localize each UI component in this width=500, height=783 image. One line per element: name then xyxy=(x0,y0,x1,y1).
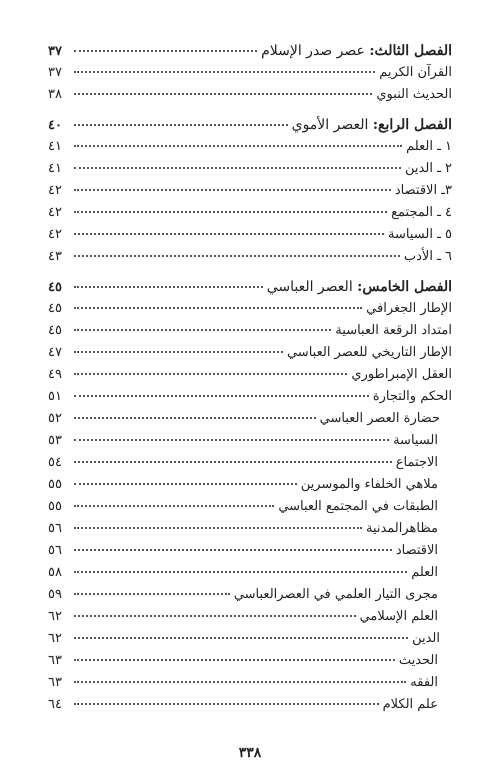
dot-leader xyxy=(74,637,408,639)
toc-entry-title: الحكم والتجارة xyxy=(372,389,452,404)
toc-entry-page-number: ٦٣ xyxy=(48,653,62,668)
chapter-name: العصر العباسي xyxy=(266,279,353,295)
dot-leader xyxy=(74,395,369,397)
toc-entry-page-number: ٥١ xyxy=(48,389,62,404)
toc-entry-title: ١ ـ العلم xyxy=(406,139,452,154)
toc-entry-title: الاجتماع xyxy=(395,455,438,470)
dot-leader xyxy=(74,703,379,705)
toc-entry-page-number: ٤٢ xyxy=(48,205,62,220)
toc-entry-title: الفقه xyxy=(410,675,438,690)
chapter-heading-row xyxy=(48,276,452,298)
toc-entry-row xyxy=(48,584,452,606)
dot-leader xyxy=(74,233,384,235)
toc-entry-title: الدين xyxy=(412,631,440,646)
toc-entry-page-number: ٤٥ xyxy=(48,301,62,316)
toc-entry-title: حضارة العصر العباسي xyxy=(319,411,440,426)
toc-entry-title: علم الكلام xyxy=(382,697,438,712)
dot-leader xyxy=(74,189,391,191)
toc-entry-title: الطبقات في المجتمع العباسي xyxy=(278,499,438,514)
dot-leader xyxy=(74,549,392,551)
toc-entry-row xyxy=(48,136,452,158)
toc-entry-row xyxy=(48,158,452,180)
toc-entry-row xyxy=(48,320,452,342)
page-number: ٣٣٨ xyxy=(238,745,262,761)
toc-entry-page-number: ٤٢ xyxy=(48,227,62,242)
toc-entry-title: العلم الإسلامي xyxy=(359,609,438,624)
dot-leader xyxy=(74,71,375,73)
chapter-heading-row xyxy=(48,40,452,62)
toc-entry-row xyxy=(48,540,452,562)
toc-entry-title: السياسة xyxy=(393,433,438,448)
toc-entry-title: ٦ ـ الأدب xyxy=(403,249,452,264)
dot-leader xyxy=(74,527,362,529)
chapter-heading-title xyxy=(292,114,452,136)
toc-entry-title: ٣ـ الاقتصاد xyxy=(394,183,452,198)
toc-entry-page-number: ٤٣ xyxy=(48,249,62,264)
dot-leader xyxy=(74,615,356,617)
toc-entry-title: مظاهرالمدنية xyxy=(365,521,438,536)
toc-entry-row xyxy=(48,408,452,430)
dot-leader xyxy=(74,659,395,661)
toc-entry-row xyxy=(48,496,452,518)
toc-entry-title: الحديث xyxy=(398,653,438,668)
chapter-heading-title xyxy=(261,40,452,62)
dot-leader xyxy=(74,329,331,331)
toc-entry-row xyxy=(48,650,452,672)
dot-leader xyxy=(74,145,402,147)
dot-leader xyxy=(74,167,401,169)
toc-entry-title: ملاهي الخلفاء والموسرين xyxy=(300,477,438,492)
toc-entry-page-number: ٤١ xyxy=(48,139,62,154)
toc-entry-page-number: ٤١ xyxy=(48,161,62,176)
toc-entry-row xyxy=(48,364,452,386)
toc-entry-page-number: ٥٢ xyxy=(48,411,62,426)
toc-section xyxy=(48,114,452,268)
toc-entry-page-number: ٥٥ xyxy=(48,477,62,492)
toc-entry-page-number: ٥٦ xyxy=(48,543,62,558)
dot-leader xyxy=(74,50,257,52)
chapter-page-number: ٤٥ xyxy=(48,280,62,295)
dot-leader xyxy=(74,93,372,95)
toc-entry-title: ٢ ـ الدين xyxy=(405,161,452,176)
toc-entry-page-number: ٥٨ xyxy=(48,565,62,580)
dot-leader xyxy=(74,373,347,375)
toc-entry-row xyxy=(48,606,452,628)
toc-entry-title: الحديث النبوي xyxy=(376,87,452,102)
toc-entry-row xyxy=(48,202,452,224)
toc-entry-title: الإطار الجغرافي xyxy=(366,301,452,316)
dot-leader xyxy=(74,571,407,573)
dot-leader xyxy=(74,593,230,595)
toc-entry-title: ٤ ـ المجتمع xyxy=(391,205,452,220)
toc-entry-title: القرآن الكريم xyxy=(379,65,452,80)
toc-entry-page-number: ٥٦ xyxy=(48,521,62,536)
chapter-page-number: ٤٠ xyxy=(48,118,62,133)
toc-entry-title: العقل الإمبراطوري xyxy=(351,367,452,382)
toc-entry-row xyxy=(48,628,452,650)
toc-section xyxy=(48,276,452,716)
toc-entry-title: ٥ ـ السياسة xyxy=(388,227,452,242)
toc-entry-row xyxy=(48,672,452,694)
toc-entry-row xyxy=(48,518,452,540)
dot-leader xyxy=(74,417,316,419)
toc-entry-page-number: ٥٣ xyxy=(48,433,62,448)
toc-entry-page-number: ٣٧ xyxy=(48,65,62,80)
toc-entry-row xyxy=(48,386,452,408)
dot-leader xyxy=(74,211,387,213)
toc-entry-title: امتداد الرقعة العباسية xyxy=(335,323,452,338)
toc-entry-row xyxy=(48,342,452,364)
toc-entry-page-number: ٤٧ xyxy=(48,345,62,360)
dot-leader xyxy=(74,286,263,288)
toc-entry-title: مجرى التيار العلمي في العصرالعباسي xyxy=(233,587,438,602)
dot-leader xyxy=(74,505,274,507)
toc-entry-row xyxy=(48,694,452,716)
dot-leader xyxy=(74,461,392,463)
toc-entry-row xyxy=(48,84,452,106)
toc-entry-page-number: ٦٣ xyxy=(48,675,62,690)
dot-leader xyxy=(74,307,362,309)
toc-entry-page-number: ٦٤ xyxy=(48,697,62,712)
toc-entry-page-number: ٥٤ xyxy=(48,455,62,470)
toc-entry-page-number: ٦٢ xyxy=(48,631,62,646)
toc-entry-row xyxy=(48,430,452,452)
dot-leader xyxy=(74,439,389,441)
chapter-name: عصر صدر الإسلام xyxy=(261,43,365,59)
chapter-label: الفصل الخامس: xyxy=(357,279,452,295)
toc-entry-title: الاقتصاد xyxy=(395,543,438,558)
toc-entry-row xyxy=(48,474,452,496)
toc-entry-row xyxy=(48,224,452,246)
toc-entry-title: الإطار التاريخي للعصر العباسي xyxy=(286,345,452,360)
toc-entry-row xyxy=(48,246,452,268)
dot-leader xyxy=(74,681,406,683)
toc-entry-row xyxy=(48,180,452,202)
toc-entry-title: العلم xyxy=(411,565,438,580)
toc-entry-page-number: ٦٢ xyxy=(48,609,62,624)
chapter-label: الفصل الثالث: xyxy=(369,43,452,59)
dot-leader xyxy=(74,255,400,257)
toc-entry-page-number: ٥٩ xyxy=(48,587,62,602)
chapter-page-number: ٣٧ xyxy=(48,44,62,59)
toc-entry-page-number: ٥٥ xyxy=(48,499,62,514)
chapter-heading-row xyxy=(48,114,452,136)
toc-entry-row xyxy=(48,298,452,320)
toc-entry-row xyxy=(48,62,452,84)
table-of-contents xyxy=(48,40,452,724)
toc-entry-page-number: ٤٥ xyxy=(48,323,62,338)
dot-leader xyxy=(74,483,297,485)
toc-section xyxy=(48,40,452,106)
toc-entry-page-number: ٤٩ xyxy=(48,367,62,382)
dot-leader xyxy=(74,351,283,353)
chapter-name: العصر الأموي xyxy=(291,117,369,133)
toc-entry-row xyxy=(48,562,452,584)
toc-entry-page-number: ٤٢ xyxy=(48,183,62,198)
dot-leader xyxy=(74,124,288,126)
toc-entry-row xyxy=(48,452,452,474)
chapter-label: الفصل الرابع: xyxy=(372,117,452,133)
toc-entry-page-number: ٣٨ xyxy=(48,87,62,102)
chapter-heading-title xyxy=(267,276,452,298)
